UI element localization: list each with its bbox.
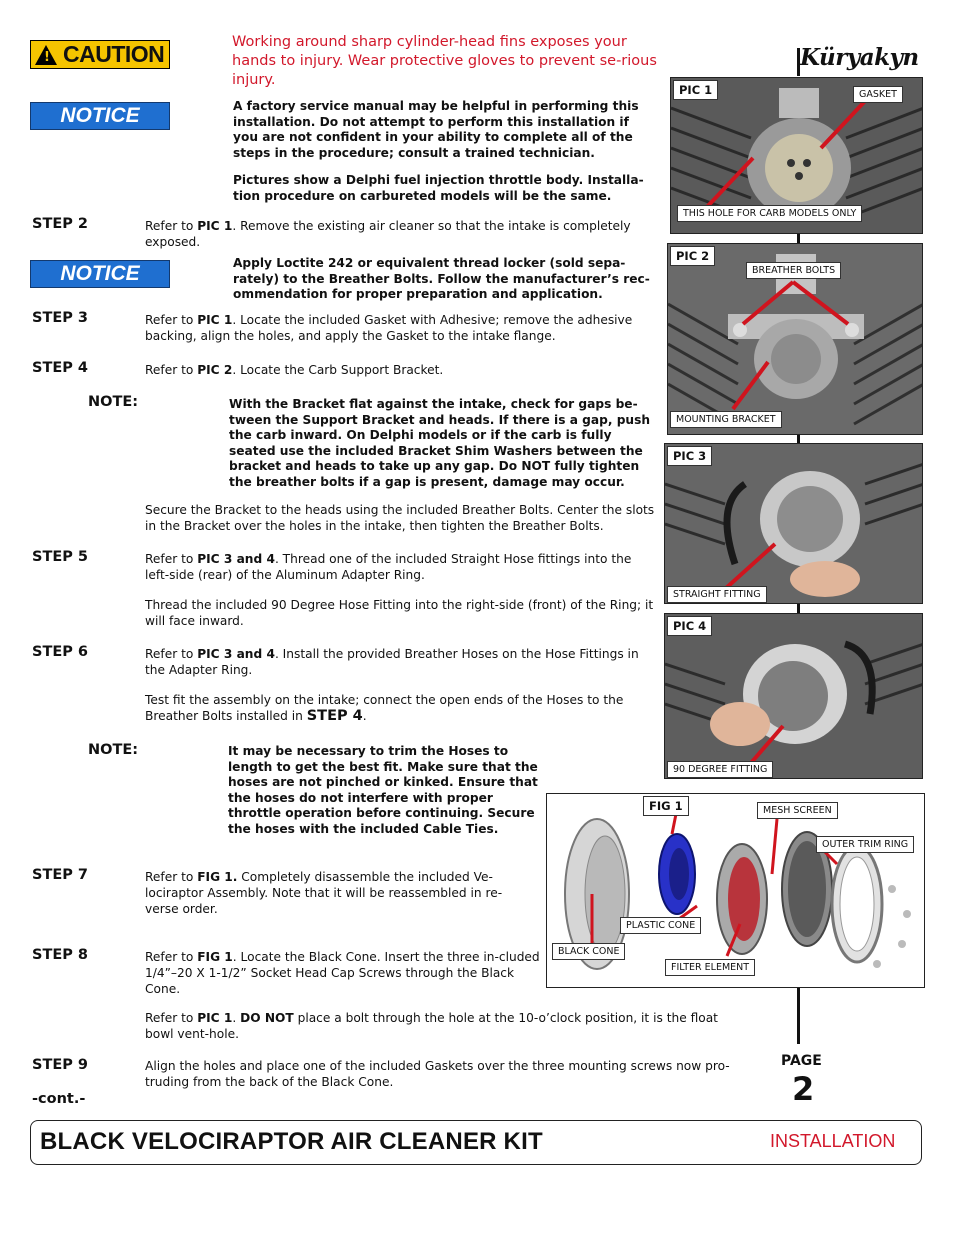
fig-1-tag-outer-trim-ring: OUTER TRIM RING [816, 836, 914, 853]
step-5-label: STEP 5 [32, 549, 89, 565]
fig-1-tag-mesh-screen: MESH SCREEN [757, 802, 838, 819]
cont-label: -cont.- [32, 1091, 86, 1107]
divider-top [797, 48, 800, 76]
step-5-text: Refer to PIC 3 and 4. Thread one of the included Straight Hose fittings into the left-side (rear) of the Aluminum Adapter Ring. [145, 552, 632, 582]
divider-bottom [797, 988, 800, 1044]
fig-1-tag-plastic-cone: PLASTIC CONE [620, 917, 701, 934]
notice-badge: NOTICE [30, 102, 170, 130]
section-label: INSTALLATION [770, 1131, 896, 1151]
pic-1-photo [670, 77, 923, 234]
step-6-text-2: Test fit the assembly on the intake; connect the open ends of the Hoses to the Breather Bolts installed in STEP 4. [145, 693, 624, 724]
note-1-text: With the Bracket flat against the intake, check for gaps be-tween the Support Bracket and heads. If there is a gap, push the carb inward. On Delphi models or if the carb is fully seated use the included Bracket Shim Washers between the bracket and heads to take up any gap. Do NOT fully tighten the breather bolts if a gap is present, damage may occur. [229, 397, 651, 489]
step-4-text: Refer to PIC 2. Locate the Carb Support Bracket. [145, 363, 444, 377]
step-4-label: STEP 4 [32, 360, 89, 376]
pic-3-engine-image [665, 444, 923, 604]
step-6-label: STEP 6 [32, 644, 89, 660]
pic-3-photo [664, 443, 923, 604]
caution-label: CAUTION [63, 41, 165, 67]
fig-1-label: FIG 1 [643, 796, 689, 816]
caution-badge [30, 40, 170, 69]
step-7-label: STEP 7 [32, 867, 89, 883]
pic-1-tag-carb-hole: THIS HOLE FOR CARB MODELS ONLY [677, 205, 862, 222]
pic-1-label: PIC 1 [673, 80, 718, 100]
notice-badge-2: NOTICE [30, 260, 170, 288]
step-4b-text: Secure the Bracket to the heads using the included Breather Bolts. Center the slots in the Bracket over the holes in the intake, then tighten the Breather Bolts. [145, 503, 655, 533]
notice-text-2: Pictures show a Delphi fuel injection throttle body. Installa-tion procedure on carbureted models will be the same. [233, 173, 644, 203]
note-2-text: It may be necessary to trim the Hoses to length to get the best fit. Make sure that the hoses are not pinched or kinked. Ensure that the hoses do not interfere with proper throttle operation before continuing. Secure the hoses with the included Cable Ties. [228, 744, 538, 836]
pic-1-tag-gasket: GASKET [853, 86, 903, 103]
step-5-text-2: Thread the included 90 Degree Hose Fitting into the right-side (front) of the Ring; it will face inward. [145, 598, 654, 628]
warning-triangle-icon: ! [35, 45, 57, 65]
fig-1-diagram [546, 793, 925, 988]
step-7-text: Refer to FIG 1. Completely disassemble the included Ve-lociraptor Assembly. Note that it will be reassembled in re-verse order. [145, 870, 503, 916]
step-3-label: STEP 3 [32, 310, 89, 326]
step-2-label: STEP 2 [32, 216, 89, 232]
pic-3-tag-straight-fitting: STRAIGHT FITTING [667, 586, 767, 603]
fig-1-tag-black-cone: BLACK CONE [552, 943, 625, 960]
pic-2-tag-breather-bolts: BREATHER BOLTS [746, 262, 841, 279]
pic-4-label: PIC 4 [667, 616, 712, 636]
kit-title: BLACK VELOCIRAPTOR AIR CLEANER KIT [40, 1128, 543, 1155]
pic-4-photo [664, 613, 923, 779]
step-8-text: Refer to FIG 1. Locate the Black Cone. Insert the three in-cluded 1/4”–20 X 1-1/2” Socket Head Cap Screws through the Black Cone. [145, 950, 540, 996]
kuryakyn-logo: Küryakyn [800, 44, 919, 71]
divider-seg-3 [797, 435, 800, 443]
pic-2-photo [667, 243, 923, 435]
pic-2-label: PIC 2 [670, 246, 715, 266]
step-8-text-2: Refer to PIC 1. DO NOT place a bolt through the hole at the 10-o’clock position, it is the float bowl vent-hole. [145, 1011, 718, 1041]
pic-4-engine-image [665, 614, 923, 779]
step-9-text: Align the holes and place one of the included Gaskets over the three mounting screws now pro-truding from the back of the Black Cone. [145, 1059, 730, 1089]
pic-2-tag-mounting-bracket: MOUNTING BRACKET [670, 411, 782, 428]
note-1-label: NOTE: [88, 394, 139, 410]
step-3-text: Refer to PIC 1. Locate the included Gasket with Adhesive; remove the adhesive backing, align the holes, and apply the Gasket to the intake flange. [145, 313, 633, 343]
caution-text: Working around sharp cylinder-head fins exposes your hands to injury. Wear protective gloves to prevent se-rious injury. [232, 34, 657, 88]
notice-text-3: Apply Loctite 242 or equivalent thread locker (sold sepa-rately) to the Breather Bolts. Follow the manufacturer’s rec-ommendation for proper preparation and application. [233, 256, 650, 301]
step-8-label: STEP 8 [32, 947, 89, 963]
page-number: 2 [792, 1070, 815, 1108]
step-6-text: Refer to PIC 3 and 4. Install the provided Breather Hoses on the Hose Fittings in the Adapter Ring. [145, 647, 639, 677]
step-2-text: Refer to PIC 1. Remove the existing air cleaner so that the intake is completely exposed. [145, 219, 631, 249]
pic-4-tag-90-degree-fitting: 90 DEGREE FITTING [667, 761, 773, 778]
fig-1-tag-filter-element: FILTER ELEMENT [665, 959, 755, 976]
page-label: PAGE [781, 1053, 822, 1069]
step-9-label: STEP 9 [32, 1057, 89, 1073]
notice-text-1: A factory service manual may be helpful in performing this installation. Do not attempt to perform this installation if you are not confident in your ability to complete all of the steps in the procedure; consult a trained technician. [233, 99, 639, 160]
pic-3-label: PIC 3 [667, 446, 712, 466]
note-2-label: NOTE: [88, 742, 139, 758]
